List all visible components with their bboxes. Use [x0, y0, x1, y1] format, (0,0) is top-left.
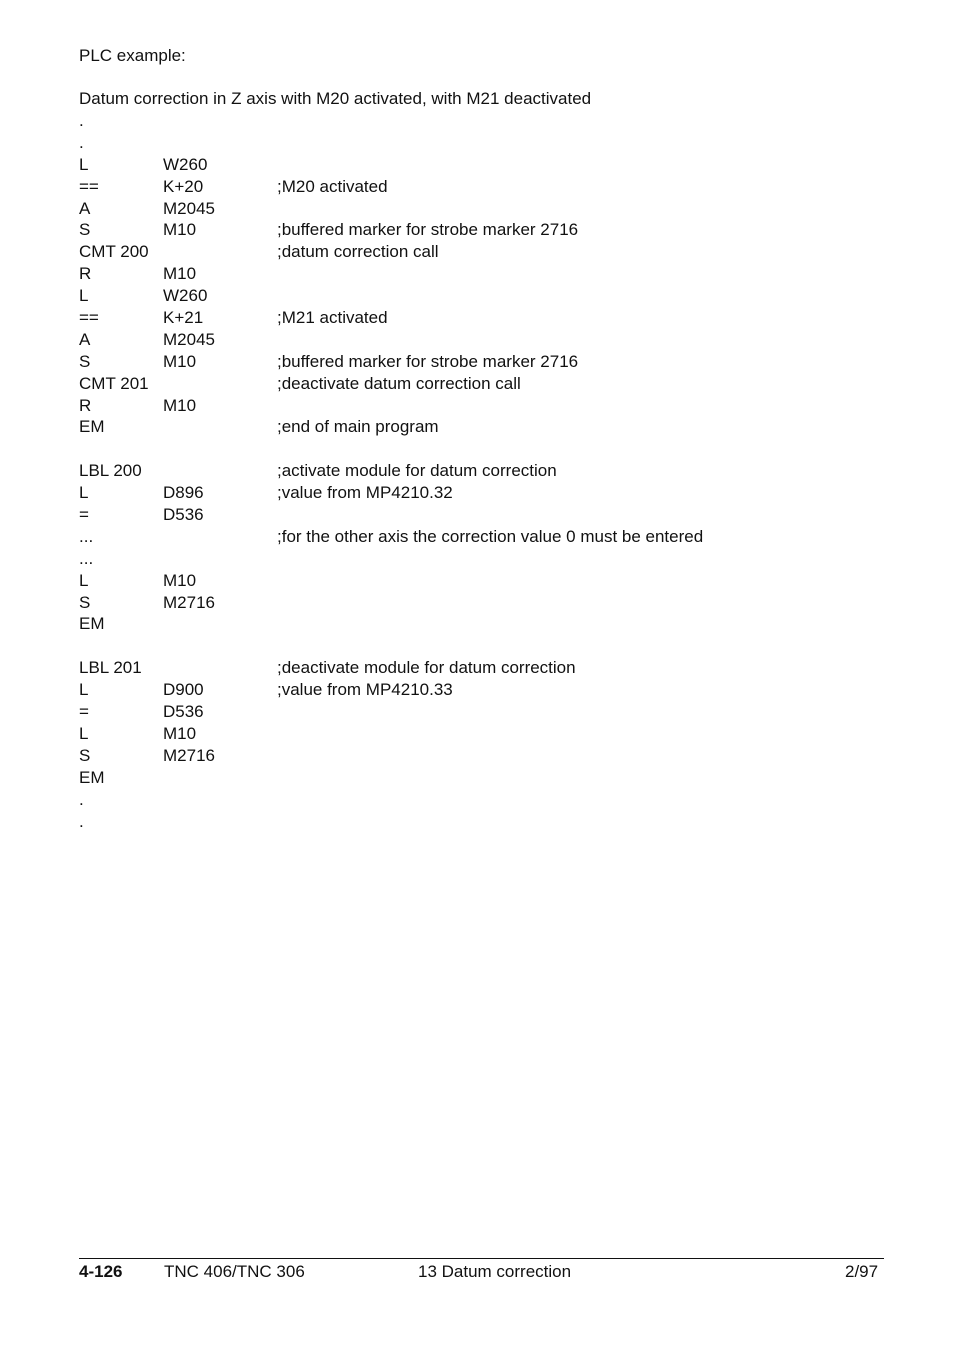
code-operation: R — [79, 264, 92, 284]
code-operation: . — [79, 132, 84, 152]
code-operation: == — [79, 176, 99, 196]
code-comment: ;M20 activated — [277, 176, 388, 196]
code-operation: ... — [79, 548, 94, 568]
code-operation: = — [79, 505, 89, 525]
code-operation: ... — [79, 526, 94, 546]
code-operation: S — [79, 351, 91, 371]
code-operation: A — [79, 198, 91, 218]
code-operand: D900 — [163, 680, 204, 700]
code-operation: L — [79, 483, 89, 503]
code-operation: L — [79, 154, 89, 174]
code-comment: ;value from MP4210.33 — [277, 680, 453, 700]
code-operand: M10 — [163, 570, 197, 590]
footer-product: TNC 406/TNC 306 — [164, 1262, 305, 1281]
code-operand: D536 — [163, 702, 204, 722]
code-operand: K+20 — [163, 176, 204, 196]
code-operation: . — [79, 789, 84, 809]
code-operand: M10 — [163, 351, 197, 371]
code-operation: . — [79, 111, 84, 130]
code-operation: = — [79, 702, 89, 722]
code-operation: LBL 200 — [79, 461, 142, 481]
code-comment: ;datum correction call — [277, 242, 439, 262]
code-operation: L — [79, 680, 89, 700]
code-operation: L — [79, 570, 89, 590]
code-operand: M10 — [163, 395, 197, 415]
code-operation: EM — [79, 767, 105, 787]
code-operation: LBL 201 — [79, 658, 142, 678]
code-operation: EM — [79, 417, 105, 437]
code-operation: . — [79, 811, 84, 831]
code-comment: ;deactivate datum correction call — [277, 373, 521, 393]
code-operation: A — [79, 329, 91, 349]
code-comment: ;for the other axis the correction value 0 must be entered — [277, 526, 704, 546]
code-operation: CMT 200 — [79, 242, 149, 262]
code-comment: ;activate module for datum correction — [277, 461, 557, 481]
intro-text: Datum correction in Z axis with M20 activated, with M21 deactivated — [79, 89, 592, 108]
code-operand: W260 — [163, 286, 208, 306]
code-operand: M2045 — [163, 329, 215, 349]
code-operation: CMT 201 — [79, 373, 149, 393]
code-operand: M10 — [163, 264, 197, 284]
code-comment: ;M21 activated — [277, 308, 388, 328]
code-operation: L — [79, 286, 89, 306]
code-operation: == — [79, 308, 99, 328]
code-operation: S — [79, 220, 91, 240]
code-operation: L — [79, 723, 89, 743]
code-operation: R — [79, 395, 92, 415]
code-operation: S — [79, 745, 91, 765]
code-operand: D896 — [163, 483, 204, 503]
code-operand: M2045 — [163, 198, 215, 218]
code-operand: M2716 — [163, 745, 215, 765]
code-operand: K+21 — [163, 308, 204, 328]
code-comment: ;buffered marker for strobe marker 2716 — [277, 220, 579, 240]
footer-divider — [79, 1258, 884, 1259]
code-operand: M10 — [163, 723, 197, 743]
footer-chapter: 13 Datum correction — [418, 1262, 572, 1281]
footer-page-number: 4-126 — [79, 1262, 123, 1281]
page-heading: PLC example: — [79, 46, 186, 65]
code-operand: D536 — [163, 505, 204, 525]
code-comment: ;deactivate module for datum correction — [277, 658, 576, 678]
code-comment: ;buffered marker for strobe marker 2716 — [277, 351, 579, 371]
code-operation: EM — [79, 614, 105, 634]
code-comment: ;end of main program — [277, 417, 439, 437]
code-operand: M2716 — [163, 592, 215, 612]
code-operand: W260 — [163, 154, 208, 174]
code-comment: ;value from MP4210.32 — [277, 483, 453, 503]
code-operand: M10 — [163, 220, 197, 240]
footer-date: 2/97 — [845, 1262, 879, 1281]
code-operation: S — [79, 592, 91, 612]
